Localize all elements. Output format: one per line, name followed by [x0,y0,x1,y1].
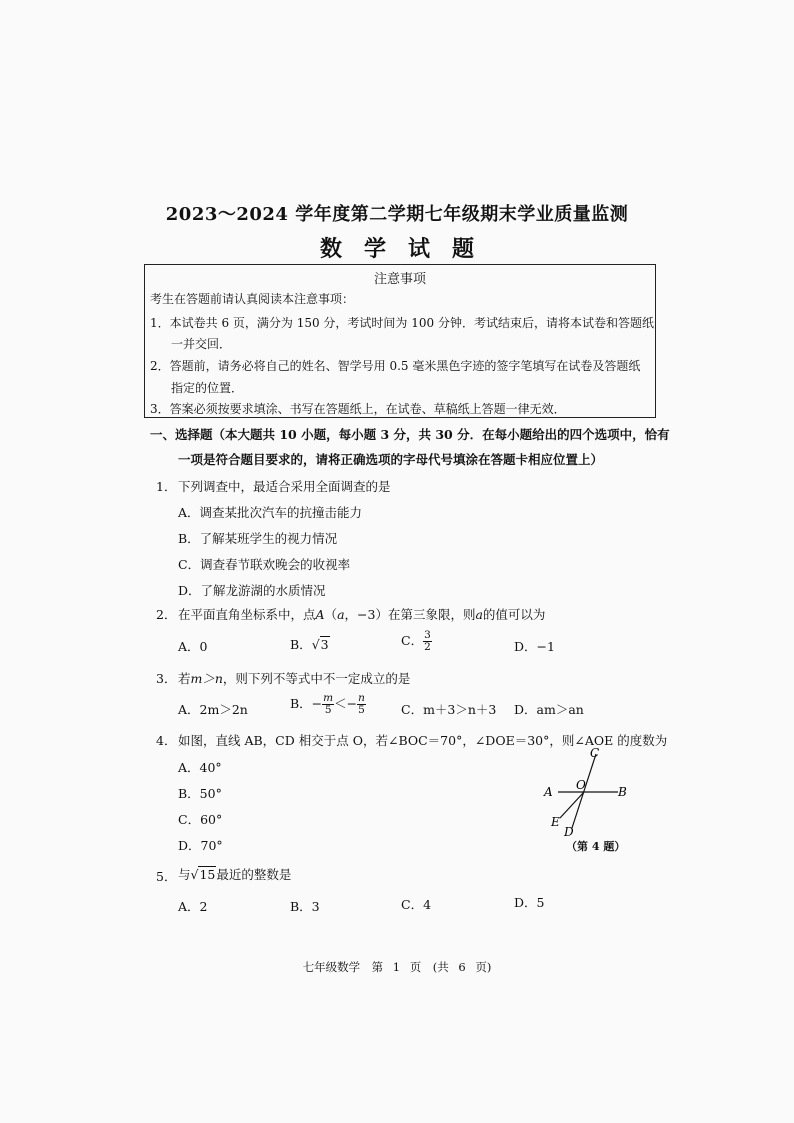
label-e: E [551,815,560,829]
q1-option-a: A．调查某批次汽车的抗撞击能力 [178,505,363,520]
exam-title: 2023～2024 学年度第二学期七年级期末学业质量监测 [165,204,629,225]
q3-stem: 若m＞n，则下列不等式中不一定成立的是 [178,671,411,686]
q3-option-a: A．2m＞2n [178,702,248,717]
notice-intro: 考生在答题前请认真阅读本注意事项： [150,292,355,306]
section-heading-cont: 一项是符合题目要求的，请将正确选项的字母代号填涂在答题卡相应位置上） [178,452,604,467]
q2-option-b: B．√3 [290,637,329,652]
q2-number: 2． [156,607,177,622]
q4-figure-caption: （第 4 题） [566,840,626,853]
q5-option-a: A．2 [178,899,208,914]
q5-option-d: D．5 [514,895,545,910]
q1-option-c: C．调查春节联欢晚会的收视率 [178,557,351,572]
q5-number: 5． [156,869,177,884]
q4-figure [536,744,636,840]
q4-number: 4． [156,733,177,748]
ray-oe [560,792,584,818]
notice-item-1: 1．本试卷共 6 页，满分为 150 分，考试时间为 100 分钟．考试结束后，请将本试卷和答题纸 [150,316,654,330]
notice-item-2-cont: 指定的位置． [171,381,244,395]
notice-title: 注意事项 [373,272,426,287]
q4-option-d: D．70° [178,838,223,853]
q4-option-c: C．60° [178,812,223,827]
section-heading: 一、选择题（本大题共 10 小题，每小题 3 分，共 30 分．在每小题给出的四个选项中，恰有 [150,427,670,442]
page-footer: 七年级数学 第 1 页 (共 6 页) [302,960,492,974]
q4-option-b: B．50° [178,786,222,801]
q3-option-b: B．− $\frac{m}{5}$ ＜− $\frac{n}{5}$ [290,692,365,716]
q3-option-c: C．m＋3＞n＋3 [401,702,497,717]
q1-option-b: B．了解某班学生的视力情况 [178,531,338,546]
notice-item-3: 3．答案必须按要求填涂、书写在答题纸上，在试卷、草稿纸上答题一律无效． [150,402,566,416]
q3-option-d: D．am＞an [514,702,584,717]
q3-number: 3． [156,671,177,686]
q5-option-c: C．4 [401,897,432,912]
q2-option-a: A．0 [178,639,208,654]
q2-stem: 在平面直角坐标系中，点A（a，−3）在第三象限，则a的值可以为 [178,607,546,622]
notice-item-1-cont: 一并交回． [171,337,232,351]
label-c: C [590,746,600,760]
q2-option-d: D．−1 [514,639,555,654]
q2-option-c: C． $\frac{3}{2}$ [401,629,431,653]
subject-title: 数学试题 [319,236,496,262]
q4-stem: 如图，直线 AB，CD 相交于点 O，若∠BOC＝70°，∠DOE＝30°，则∠AOE 的度数为 [178,733,668,748]
q4-option-a: A．40° [178,760,222,775]
label-a: A [544,785,553,799]
notice-item-2: 2．答题前，请务必将自己的姓名、智学号用 0.5 毫米黑色字迹的签字笔填写在试卷及答题纸 [150,359,641,373]
label-b: B [618,785,627,799]
q1-stem: 下列调查中，最适合采用全面调查的是 [178,479,391,494]
q5-stem: 与√15最近的整数是 [178,867,292,882]
label-o: O [576,778,586,792]
q1-option-d: D．了解龙游湖的水质情况 [178,583,326,598]
q5-option-b: B．3 [290,899,320,914]
q1-number: 1． [156,479,177,494]
label-d: D [564,825,574,839]
